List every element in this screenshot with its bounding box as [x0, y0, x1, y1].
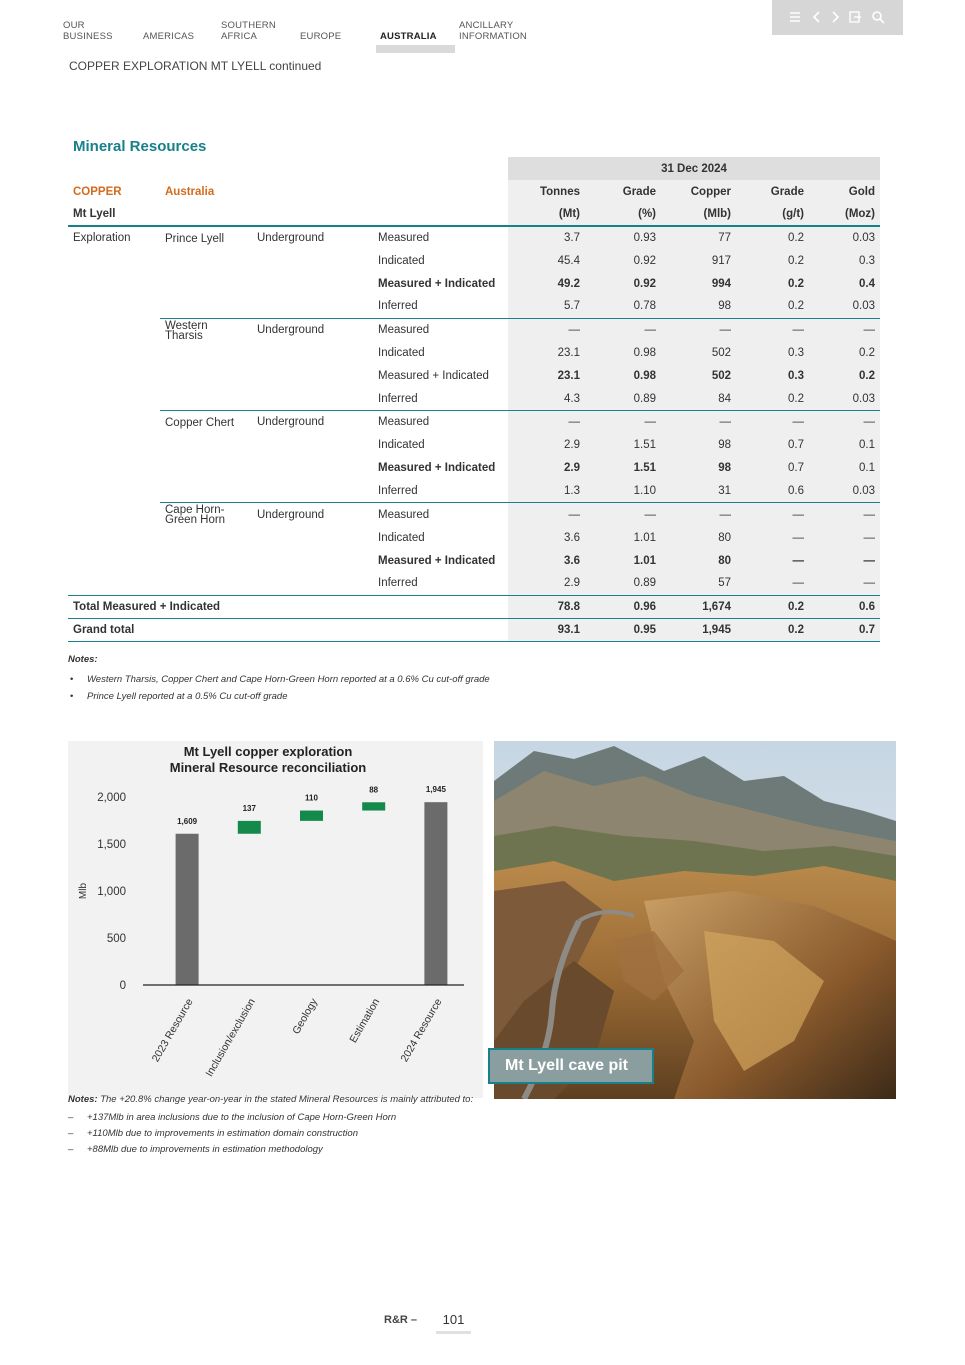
value-cell: — [809, 503, 880, 527]
value-cell: 98 [661, 434, 736, 457]
value-cell: 98 [661, 295, 736, 318]
value-cell: — [661, 411, 736, 434]
value-cell: 57 [661, 572, 736, 595]
col-header: Tonnes [508, 180, 585, 203]
value-cell: 80 [661, 549, 736, 572]
section-title: Mineral Resources [73, 138, 207, 155]
row-mining-cell [252, 295, 373, 318]
row-type-cell [68, 549, 160, 572]
row-type-cell: Exploration [73, 232, 131, 244]
table-units-row [68, 203, 880, 226]
value-cell: 1.3 [508, 480, 585, 503]
value-cell: 5.7 [508, 295, 585, 318]
total-row [68, 595, 880, 618]
value-cell: 23.1 [508, 365, 585, 388]
chart-svg [68, 741, 483, 1098]
grand-total-cell: 0.2 [736, 618, 809, 641]
row-category-cell: Measured + Indicated [378, 462, 496, 474]
value-cell: 0.2 [736, 388, 809, 411]
value-cell: 0.1 [809, 457, 880, 480]
value-cell: — [736, 318, 809, 342]
commodity-label: COPPER [73, 185, 122, 198]
row-mining-cell [252, 272, 373, 295]
value-cell: 0.7 [736, 434, 809, 457]
value-cell: 1.01 [585, 526, 661, 549]
table-row [68, 342, 880, 365]
y-tick-label: 2,000 [97, 792, 126, 804]
table-notes: Notes: • Western Tharsis, Copper Chert and Cape Horn-Green Horn reported at a 0.6% Cu cut-off grade • Prince Lyell reported at a 0.5% Cu cut-off grade [68, 654, 490, 705]
value-cell: 2.9 [508, 434, 585, 457]
y-tick-label: 0 [119, 980, 126, 992]
y-tick-label: 500 [106, 933, 126, 945]
col-header: Grade [736, 180, 809, 203]
value-cell: 3.7 [508, 226, 585, 249]
value-cell: 0.89 [585, 572, 661, 595]
row-project-cell: Western Tharsis [160, 318, 252, 342]
value-cell: 45.4 [508, 249, 585, 272]
chart-title: Mt Lyell copper exploration [183, 744, 353, 759]
chevron-right-icon[interactable] [828, 10, 842, 24]
value-cell: 0.03 [809, 295, 880, 318]
row-project-cell [160, 388, 252, 411]
row-mining-cell [252, 388, 373, 411]
chart-title: Mineral Resource reconciliation [169, 760, 367, 775]
row-type-cell [68, 503, 160, 527]
x-tick-label: Estimation [347, 996, 383, 1045]
row-category-cell: Indicated [378, 531, 425, 544]
value-cell: 994 [661, 272, 736, 295]
value-cell: 0.03 [809, 388, 880, 411]
x-tick-label: 2024 Resource [398, 996, 445, 1065]
col-header: Grade [585, 180, 661, 203]
table-row [68, 226, 880, 249]
nav-australia[interactable]: AUSTRALIA [380, 31, 437, 42]
table-row [68, 318, 880, 342]
value-cell: 0.89 [585, 388, 661, 411]
row-category-cell: Measured + Indicated [378, 554, 496, 567]
total-cell: 1,674 [661, 595, 736, 618]
col-unit: (%) [585, 203, 661, 226]
row-mining-cell [252, 365, 373, 388]
table-header-row [68, 180, 880, 203]
row-type-cell [68, 480, 160, 503]
nav-americas[interactable]: AMERICAS [143, 31, 195, 42]
value-cell: 0.2 [736, 226, 809, 249]
note-item: • Prince Lyell reported at a 0.5% Cu cut-off grade [68, 688, 490, 705]
value-cell: 0.92 [585, 249, 661, 272]
value-cell: — [661, 318, 736, 342]
grand-total-cell: 0.7 [809, 618, 880, 641]
row-category-cell: Inferred [378, 484, 418, 497]
row-category-cell: Inferred [378, 392, 418, 405]
row-category-cell: Measured [373, 318, 508, 342]
bar-data-label: 110 [305, 793, 318, 803]
table-row [68, 457, 880, 480]
menu-icon[interactable] [788, 10, 802, 24]
row-project-cell: Copper Chert [160, 411, 252, 434]
col-header: Gold [809, 180, 880, 203]
bar [300, 811, 323, 821]
mountain-landscape-image [494, 741, 896, 1099]
row-project-cell [160, 457, 252, 480]
value-cell: 0.2 [736, 295, 809, 318]
table-row [68, 549, 880, 572]
page-number: 101 [436, 1312, 471, 1334]
chart-note-item: – +137Mlb in area inclusions due to the inclusion of Cape Horn-Green Horn [68, 1110, 478, 1126]
chart-note-item: – +88Mlb due to improvements in estimation methodology [68, 1142, 478, 1158]
chart-note-item: – +110Mlb due to improvements in estimation domain construction [68, 1126, 478, 1142]
row-category-cell: Inferred [378, 577, 418, 590]
row-mining-cell: Underground [252, 503, 373, 527]
value-cell: 2.9 [508, 572, 585, 595]
x-tick-label: Inclusion/exclusion [203, 996, 258, 1079]
row-project-cell [160, 249, 252, 272]
table-row [68, 365, 880, 388]
value-cell: 3.6 [508, 526, 585, 549]
value-cell: 1.51 [585, 457, 661, 480]
row-category-cell: Indicated [378, 254, 425, 267]
value-cell: 3.6 [508, 549, 585, 572]
row-mining-cell: Underground [252, 411, 373, 434]
y-axis-label: Mlb [78, 882, 89, 900]
nav-europe[interactable]: EUROPE [300, 31, 342, 42]
table-row [68, 388, 880, 411]
col-unit: (Mt) [508, 203, 585, 226]
mineral-resources-table [68, 157, 880, 642]
y-tick-label: 1,000 [97, 886, 126, 898]
region-label: Australia [165, 185, 215, 198]
value-cell: 917 [661, 249, 736, 272]
value-cell: 0.3 [736, 365, 809, 388]
value-cell: 0.2 [809, 365, 880, 388]
table-row [68, 249, 880, 272]
value-cell: 0.98 [585, 365, 661, 388]
value-cell: 0.3 [736, 342, 809, 365]
row-mining-cell [252, 342, 373, 365]
value-cell: 0.2 [736, 249, 809, 272]
row-type-cell [68, 318, 160, 342]
value-cell: 1.10 [585, 480, 661, 503]
value-cell: — [809, 318, 880, 342]
row-type-cell [68, 434, 160, 457]
value-cell: 0.98 [585, 342, 661, 365]
value-cell: 80 [661, 526, 736, 549]
value-cell: — [809, 549, 880, 572]
bar-data-label: 1,609 [177, 816, 198, 826]
nav-our-business[interactable]: OUR BUSINESS [63, 20, 113, 42]
bar [424, 802, 447, 985]
row-category-cell: Indicated [378, 347, 425, 359]
value-cell: 0.3 [809, 249, 880, 272]
row-project-cell [160, 526, 252, 549]
row-mining-cell [252, 457, 373, 480]
toolbar [772, 0, 903, 35]
row-category-cell: Inferred [378, 300, 418, 313]
bar [176, 834, 199, 985]
row-category-cell: Measured [373, 411, 508, 434]
value-cell: 0.92 [585, 272, 661, 295]
row-type-cell [68, 526, 160, 549]
value-cell: 49.2 [508, 272, 585, 295]
reconciliation-chart [68, 741, 483, 1098]
row-project-cell [160, 480, 252, 503]
table-row [68, 295, 880, 318]
exit-icon[interactable] [848, 10, 862, 24]
nav-southern-africa[interactable]: SOUTHERN AFRICA [221, 20, 276, 42]
value-cell: 0.03 [809, 480, 880, 503]
row-category-cell: Measured + Indicated [378, 277, 496, 290]
value-cell: 4.3 [508, 388, 585, 411]
value-cell: — [585, 318, 661, 342]
value-cell: — [809, 572, 880, 595]
row-type-cell [68, 342, 160, 365]
chevron-left-icon[interactable] [810, 10, 824, 24]
page-subtitle: COPPER EXPLORATION MT LYELL continued [69, 59, 322, 73]
row-project-cell [160, 365, 252, 388]
row-project-cell [160, 572, 252, 595]
row-mining-cell [252, 549, 373, 572]
value-cell: — [736, 411, 809, 434]
total-cell: 0.6 [809, 595, 880, 618]
value-cell: — [508, 318, 585, 342]
row-mining-cell: Underground [252, 318, 373, 342]
nav-ancillary-information[interactable]: ANCILLARY INFORMATION [459, 20, 527, 42]
grand-total-row [68, 618, 880, 641]
bar-data-label: 88 [369, 785, 379, 795]
grand-total-cell: 1,945 [661, 618, 736, 641]
value-cell: 0.2 [809, 342, 880, 365]
col-unit: (g/t) [736, 203, 809, 226]
table-row [68, 526, 880, 549]
row-category-cell: Measured [378, 232, 430, 244]
table-header-date-row [68, 157, 880, 180]
total-label: Total Measured + Indicated [68, 595, 508, 618]
mt-lyell-photo [494, 741, 896, 1099]
value-cell: 0.78 [585, 295, 661, 318]
photo-caption: Mt Lyell cave pit [488, 1048, 654, 1084]
row-project-cell [160, 295, 252, 318]
value-cell: — [585, 503, 661, 527]
table-row [68, 572, 880, 595]
row-project-cell [160, 272, 252, 295]
value-cell: — [508, 503, 585, 527]
row-type-cell [68, 272, 160, 295]
row-type-cell [68, 388, 160, 411]
value-cell: — [736, 503, 809, 527]
value-cell: 0.93 [585, 226, 661, 249]
total-cell: 78.8 [508, 595, 585, 618]
value-cell: — [736, 572, 809, 595]
value-cell: 1.01 [585, 549, 661, 572]
row-type-cell [68, 457, 160, 480]
value-cell: 77 [661, 226, 736, 249]
value-cell: 0.2 [736, 272, 809, 295]
y-tick-label: 1,500 [97, 839, 126, 851]
value-cell: 0.6 [736, 480, 809, 503]
footer-label: R&R – [384, 1314, 418, 1326]
total-cell: 0.96 [585, 595, 661, 618]
note-item: • Western Tharsis, Copper Chert and Cape Horn-Green Horn reported at a 0.6% Cu cut-off grade [68, 671, 490, 688]
value-cell: 502 [661, 365, 736, 388]
row-type-cell [68, 295, 160, 318]
value-cell: 0.4 [809, 272, 880, 295]
chart-notes: Notes: The +20.8% change year-on-year in the stated Mineral Resources is mainly attributed to: – +137Mlb in area inclusions due to the inclusion of Cape Horn-Green Horn – +110Mlb due to improvements in estimation domain construction – +88Mlb due to improvements in estimation methodology [68, 1094, 478, 1158]
value-cell: 1.51 [585, 434, 661, 457]
row-project-cell [160, 434, 252, 457]
row-project-cell: Cape Horn- Green Horn [160, 503, 252, 527]
bar-data-label: 1,945 [425, 785, 446, 795]
value-cell: — [809, 411, 880, 434]
col-unit: (Mlb) [661, 203, 736, 226]
row-mining-cell [252, 526, 373, 549]
col-unit: (Moz) [809, 203, 880, 226]
table-row [68, 434, 880, 457]
table-row [68, 272, 880, 295]
value-cell: — [809, 526, 880, 549]
x-tick-label: 2023 Resource [149, 996, 196, 1065]
value-cell: — [508, 411, 585, 434]
value-cell: — [736, 549, 809, 572]
grand-total-cell: 93.1 [508, 618, 585, 641]
value-cell: 0.7 [736, 457, 809, 480]
value-cell: 98 [661, 457, 736, 480]
site-label: Mt Lyell [68, 203, 160, 226]
row-mining-cell [252, 434, 373, 457]
row-project-cell [160, 549, 252, 572]
table-row [68, 480, 880, 503]
nav-active-indicator [376, 45, 455, 53]
bar [238, 821, 261, 834]
bar-data-label: 137 [242, 803, 256, 813]
value-cell: 502 [661, 342, 736, 365]
grand-total-cell: 0.95 [585, 618, 661, 641]
x-tick-label: Geology [290, 996, 321, 1037]
value-cell: — [736, 526, 809, 549]
row-category-cell: Indicated [378, 439, 425, 451]
table-row [68, 503, 880, 527]
row-mining-cell [252, 249, 373, 272]
col-header: Copper [661, 180, 736, 203]
table-row [68, 411, 880, 434]
row-mining-cell [252, 480, 373, 503]
row-project-cell: Prince Lyell [165, 232, 225, 245]
value-cell: — [585, 411, 661, 434]
bar [362, 802, 385, 810]
row-type-cell [68, 411, 160, 434]
row-type-cell [68, 365, 160, 388]
row-type-cell [68, 249, 160, 272]
row-mining-cell: Underground [257, 232, 325, 244]
date-header: 31 Dec 2024 [508, 157, 880, 180]
search-icon[interactable] [871, 10, 885, 24]
total-cell: 0.2 [736, 595, 809, 618]
row-type-cell [68, 572, 160, 595]
value-cell: 23.1 [508, 342, 585, 365]
row-mining-cell [252, 572, 373, 595]
value-cell: 84 [661, 388, 736, 411]
value-cell: 0.1 [809, 434, 880, 457]
value-cell: 31 [661, 480, 736, 503]
value-cell: 0.03 [809, 226, 880, 249]
row-category-cell: Measured + Indicated [378, 370, 489, 382]
value-cell: 2.9 [508, 457, 585, 480]
row-project-cell [160, 342, 252, 365]
grand-total-label: Grand total [68, 618, 508, 641]
value-cell: — [661, 503, 736, 527]
row-category-cell: Measured [373, 503, 508, 527]
